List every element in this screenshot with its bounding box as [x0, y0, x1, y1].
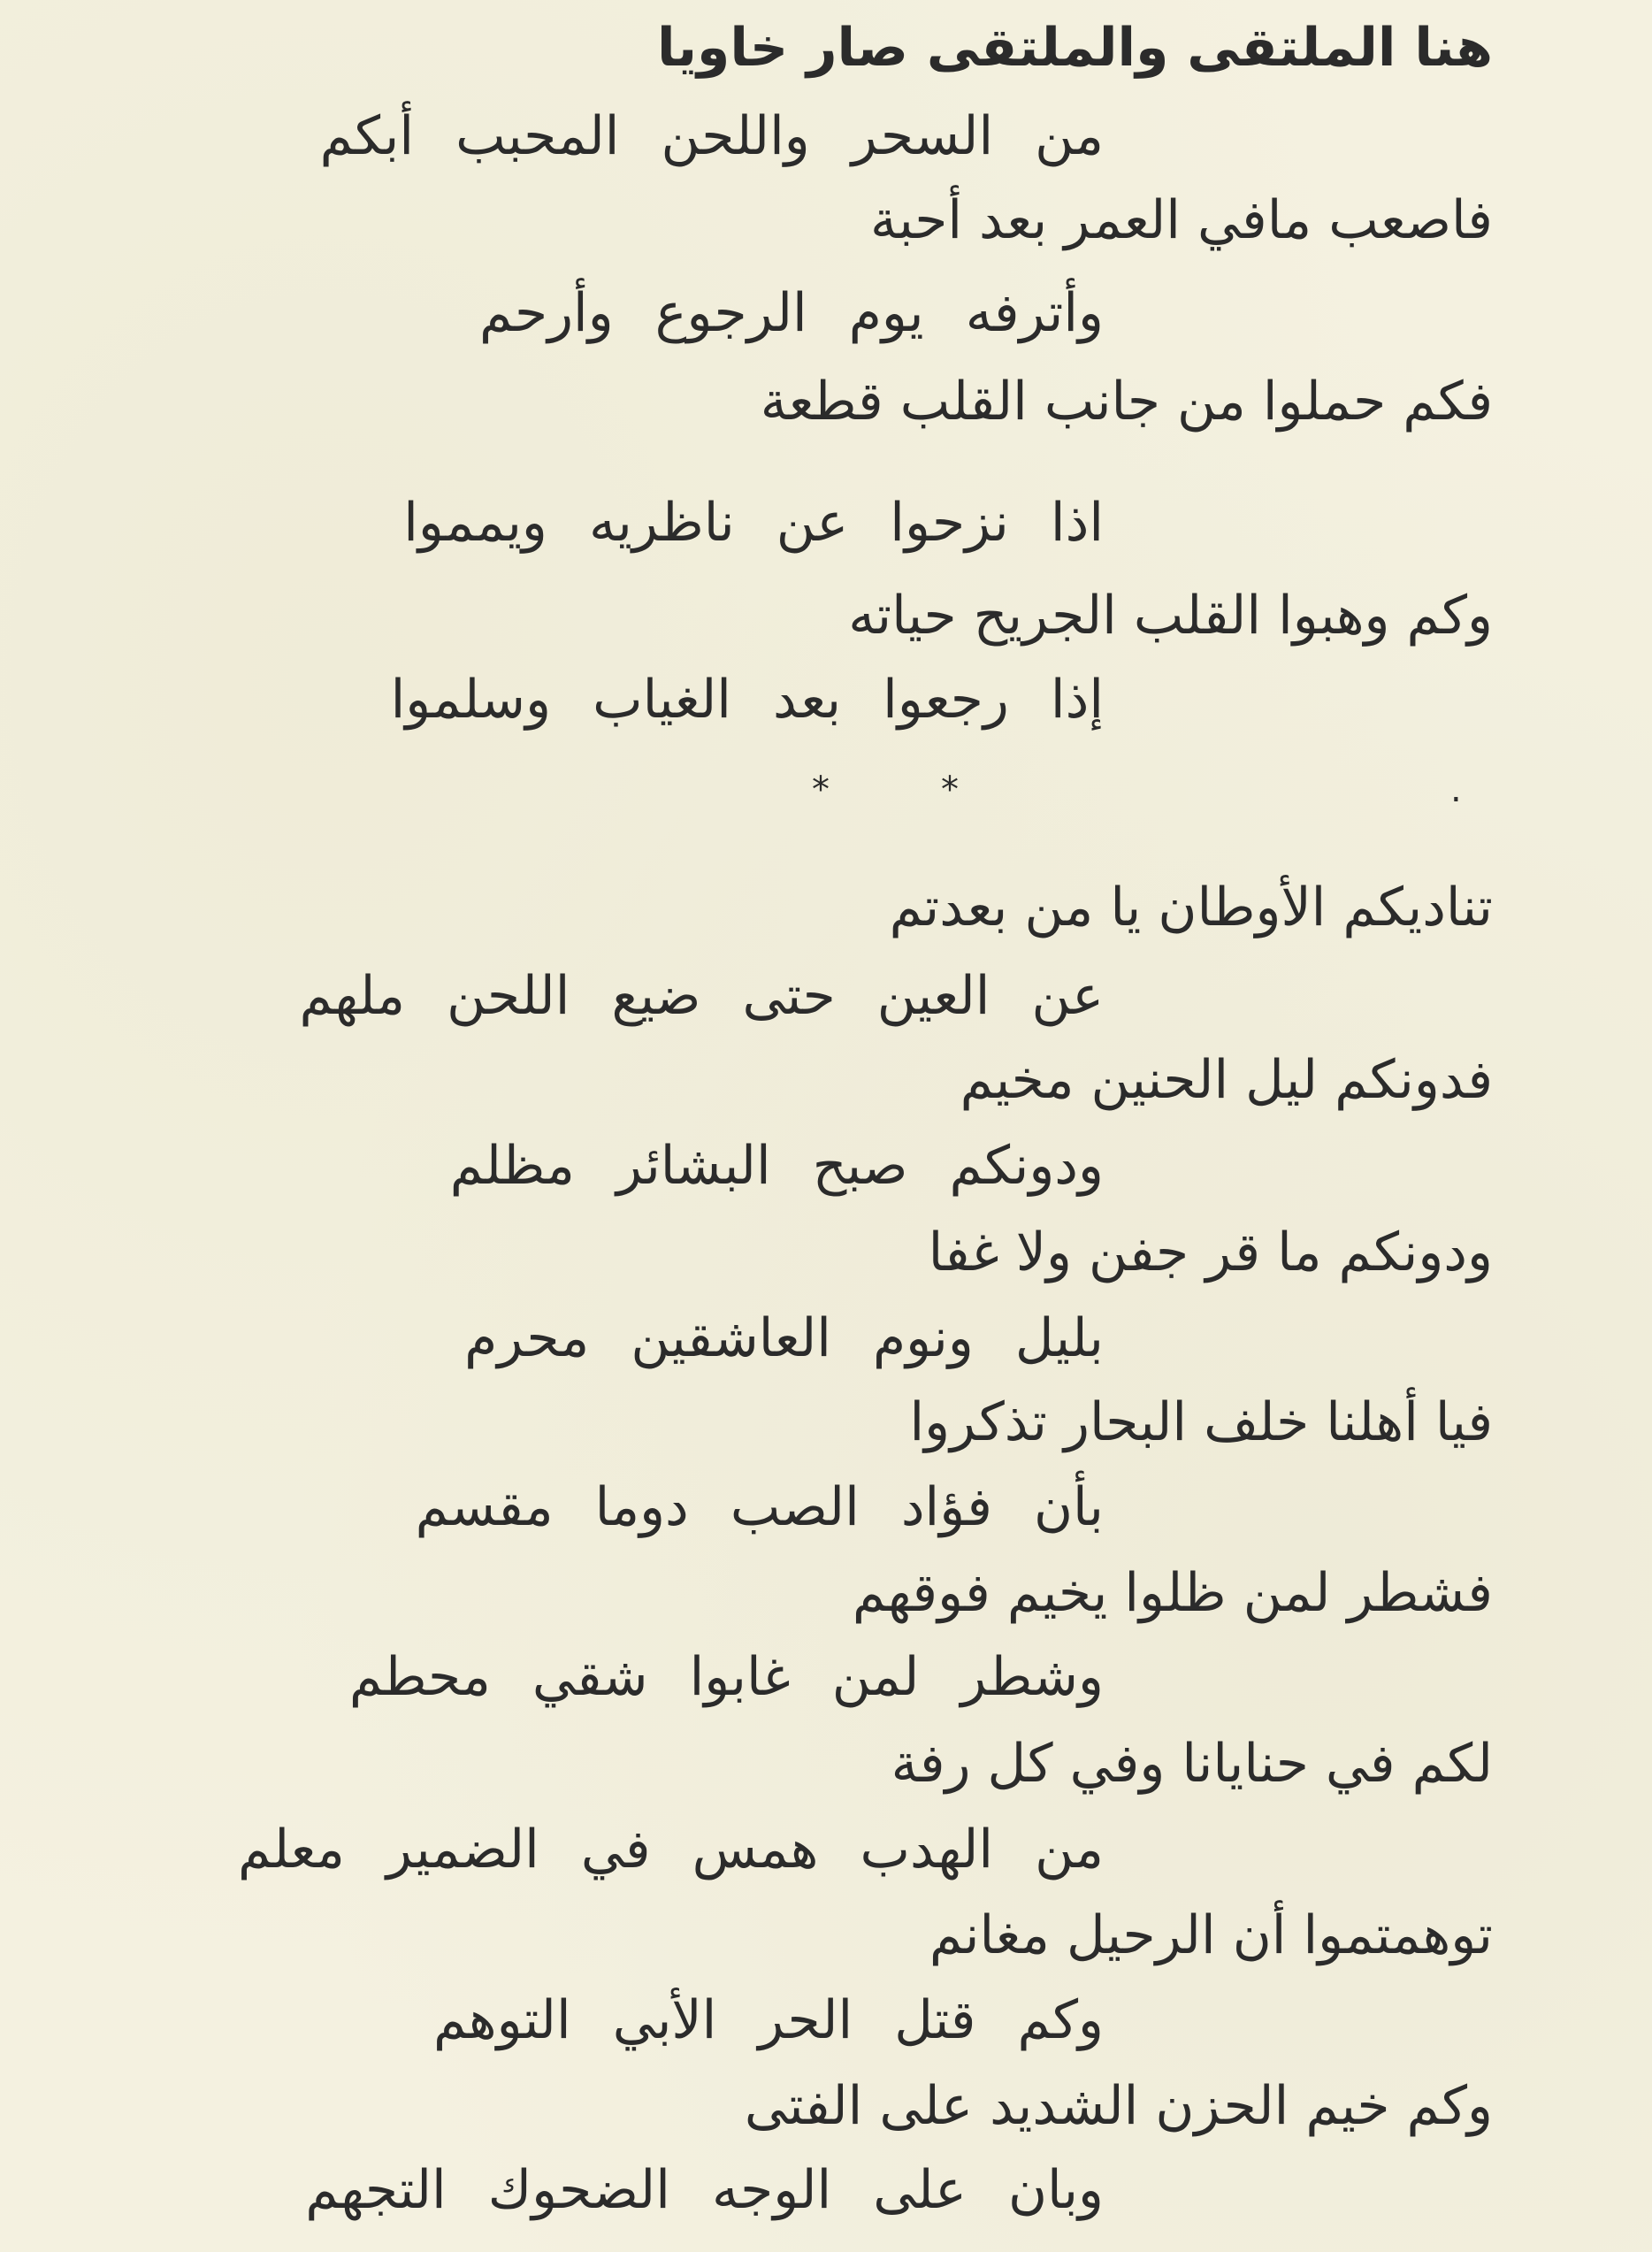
poem-line: وكم خيم الحزن الشديد على الفتى — [744, 2075, 1493, 2137]
stanza-separator — [0, 768, 1652, 812]
poem-line: تناديكم الأوطان يا من بعدتم — [889, 877, 1493, 938]
poem-line: وشطر لمن غابوا شقي محطم — [348, 1646, 1104, 1708]
poem-line: توهمتموا أن الرحيل مغانم — [929, 1904, 1493, 1966]
poem-line: فاصعب مافي العمر بعد أحبة — [869, 189, 1493, 251]
poem-line: وكم قتل الحر الأبي التوهم — [433, 1989, 1104, 2051]
poem-line: بأن فؤاد الصب دوما مقسم — [415, 1476, 1104, 1538]
separator-asterisk: * — [812, 770, 830, 810]
poem-line: فشطر لمن ظلوا يخيم فوقهم — [852, 1562, 1493, 1624]
poem-line: من الهدب همس في الضمير معلم — [237, 1819, 1104, 1880]
poem-line: لكم في حنايانا وفي كل رفة — [891, 1733, 1493, 1795]
poem-line: فدونكم ليل الحنين مخيم — [960, 1049, 1493, 1111]
poem-line: من السحر واللحن المحبب أبكم — [319, 105, 1104, 167]
separator-asterisk: * — [941, 770, 959, 810]
poem-line: وكم وهبوا القلب الجريح حياته — [848, 585, 1493, 647]
poem-line: وأترفه يوم الرجوع وأرحم — [479, 282, 1104, 344]
poem-line: بليل ونوم العاشقين محرم — [464, 1307, 1104, 1369]
poem-line: فيا أهلنا خلف البحار تذكروا — [909, 1391, 1493, 1453]
poem-line: ودونكم صبح البشائر مظلم — [449, 1135, 1104, 1197]
poem-line: فكم حملوا من جانب القلب قطعة — [760, 371, 1493, 433]
poem-line: وبان على الوجه الضحوك التجهم — [305, 2159, 1104, 2221]
poem-line: هنا الملتقى والملتقى صار خاويا — [656, 17, 1493, 79]
poem-line: اذا نزحوا عن ناظريه ويمموا — [403, 492, 1104, 554]
poem-line: ودونكم ما قر جفن ولا غفا — [928, 1222, 1493, 1283]
poem-line: إذا رجعوا بعد الغياب وسلموا — [390, 669, 1104, 731]
poem-line: عن العين حتى ضيع اللحن ملهم — [299, 965, 1104, 1027]
separator-dot: . — [1450, 770, 1462, 810]
